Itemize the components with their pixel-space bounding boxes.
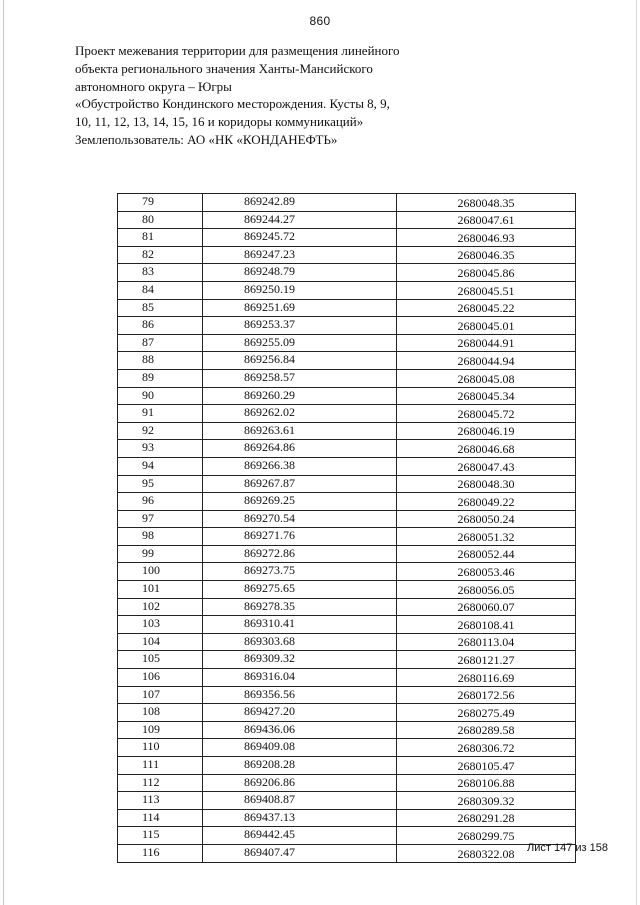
table-row [118, 352, 576, 370]
y-coordinate-cell: 2680045.01 [397, 317, 576, 335]
x-coordinate-cell: 869251.69 [203, 299, 397, 317]
x-coordinate-cell: 869206.86 [203, 774, 397, 792]
header-line: автономного округа – Югры [75, 78, 232, 94]
point-number-cell: 94 [118, 457, 203, 475]
table-row [118, 387, 576, 405]
y-coordinate-cell: 2680309.32 [397, 792, 576, 810]
x-coordinate-cell: 869263.61 [203, 422, 397, 440]
x-coordinate-cell: 869208.28 [203, 757, 397, 775]
table-row [118, 510, 576, 528]
table-row [118, 334, 576, 352]
y-coordinate-cell: 2680056.05 [397, 581, 576, 599]
point-number-cell: 79 [118, 194, 203, 212]
table-row [118, 528, 576, 546]
x-coordinate-cell: 869262.02 [203, 405, 397, 423]
y-coordinate-cell: 2680049.22 [397, 493, 576, 511]
point-number-cell: 87 [118, 334, 203, 352]
table-row [118, 264, 576, 282]
y-coordinate-cell: 2680053.46 [397, 563, 576, 581]
table-row [118, 581, 576, 599]
y-coordinate-cell: 2680045.51 [397, 281, 576, 299]
table-row [118, 598, 576, 616]
table-row [118, 211, 576, 229]
y-coordinate-cell: 2680046.35 [397, 246, 576, 264]
table-row [118, 827, 576, 845]
point-number-cell: 83 [118, 264, 203, 282]
point-number-cell: 103 [118, 616, 203, 634]
point-number-cell: 88 [118, 352, 203, 370]
y-coordinate-cell: 2680116.69 [397, 669, 576, 687]
y-coordinate-cell: 2680291.28 [397, 809, 576, 827]
x-coordinate-cell: 869271.76 [203, 528, 397, 546]
point-number-cell: 108 [118, 704, 203, 722]
table-row [118, 457, 576, 475]
header-line: 10, 11, 12, 13, 14, 15, 16 и коридоры коммуникаций» [75, 114, 364, 130]
x-coordinate-cell: 869255.09 [203, 334, 397, 352]
table-row [118, 317, 576, 335]
table-row [118, 440, 576, 458]
y-coordinate-cell: 2680046.19 [397, 422, 576, 440]
y-coordinate-cell: 2680108.41 [397, 616, 576, 634]
point-number-cell: 80 [118, 211, 203, 229]
y-coordinate-cell: 2680044.91 [397, 334, 576, 352]
x-coordinate-cell: 869309.32 [203, 651, 397, 669]
x-coordinate-cell: 869256.84 [203, 352, 397, 370]
table-row [118, 281, 576, 299]
table-row [118, 194, 576, 212]
page-number: 860 [309, 14, 331, 28]
table-row [118, 493, 576, 511]
point-number-cell: 101 [118, 581, 203, 599]
x-coordinate-cell: 869253.37 [203, 317, 397, 335]
table-row [118, 844, 576, 862]
x-coordinate-cell: 869245.72 [203, 229, 397, 247]
x-coordinate-cell: 869250.19 [203, 281, 397, 299]
y-coordinate-cell: 2680047.61 [397, 211, 576, 229]
scan-edge-left [3, 0, 4, 905]
x-coordinate-cell: 869273.75 [203, 563, 397, 581]
point-number-cell: 109 [118, 721, 203, 739]
y-coordinate-cell: 2680047.43 [397, 457, 576, 475]
x-coordinate-cell: 869408.87 [203, 792, 397, 810]
x-coordinate-cell: 869427.20 [203, 704, 397, 722]
sheet-counter: Лист 147 из 158 [527, 842, 608, 854]
x-coordinate-cell: 869272.86 [203, 545, 397, 563]
point-number-cell: 106 [118, 669, 203, 687]
table-row [118, 563, 576, 581]
y-coordinate-cell: 2680060.07 [397, 598, 576, 616]
table-row [118, 229, 576, 247]
table-row [118, 405, 576, 423]
table-row [118, 475, 576, 493]
point-number-cell: 89 [118, 369, 203, 387]
point-number-cell: 93 [118, 440, 203, 458]
x-coordinate-cell: 869258.57 [203, 369, 397, 387]
x-coordinate-cell: 869303.68 [203, 633, 397, 651]
x-coordinate-cell: 869264.86 [203, 440, 397, 458]
x-coordinate-cell: 869442.45 [203, 827, 397, 845]
y-coordinate-cell: 2680045.86 [397, 264, 576, 282]
y-coordinate-cell: 2680306.72 [397, 739, 576, 757]
y-coordinate-cell: 2680050.24 [397, 510, 576, 528]
coordinates-table [117, 193, 576, 863]
point-number-cell: 91 [118, 405, 203, 423]
y-coordinate-cell: 2680048.30 [397, 475, 576, 493]
point-number-cell: 111 [118, 757, 203, 775]
point-number-cell: 107 [118, 686, 203, 704]
y-coordinate-cell: 2680322.08 [397, 844, 576, 862]
x-coordinate-cell: 869275.65 [203, 581, 397, 599]
x-coordinate-cell: 869310.41 [203, 616, 397, 634]
x-coordinate-cell: 869244.27 [203, 211, 397, 229]
point-number-cell: 104 [118, 633, 203, 651]
y-coordinate-cell: 2680045.08 [397, 369, 576, 387]
table-row [118, 616, 576, 634]
point-number-cell: 97 [118, 510, 203, 528]
x-coordinate-cell: 869260.29 [203, 387, 397, 405]
header-line: «Обустройство Кондинского месторождения. Кусты 8, 9, [75, 96, 390, 112]
y-coordinate-cell: 2680045.34 [397, 387, 576, 405]
y-coordinate-cell: 2680121.27 [397, 651, 576, 669]
y-coordinate-cell: 2680289.58 [397, 721, 576, 739]
x-coordinate-cell: 869407.47 [203, 844, 397, 862]
y-coordinate-cell: 2680275.49 [397, 704, 576, 722]
x-coordinate-cell: 869248.79 [203, 264, 397, 282]
point-number-cell: 113 [118, 792, 203, 810]
table-row [118, 686, 576, 704]
document-header [75, 42, 415, 149]
x-coordinate-cell: 869316.04 [203, 669, 397, 687]
y-coordinate-cell: 2680048.35 [397, 194, 576, 212]
point-number-cell: 85 [118, 299, 203, 317]
table-row [118, 704, 576, 722]
point-number-cell: 115 [118, 827, 203, 845]
point-number-cell: 114 [118, 809, 203, 827]
point-number-cell: 86 [118, 317, 203, 335]
point-number-cell: 98 [118, 528, 203, 546]
scan-edge-right [636, 0, 637, 905]
point-number-cell: 92 [118, 422, 203, 440]
point-number-cell: 90 [118, 387, 203, 405]
table-row [118, 545, 576, 563]
table-row [118, 422, 576, 440]
table-row [118, 721, 576, 739]
header-line: Землепользователь: АО «НК «КОНДАНЕФТЬ» [75, 131, 338, 147]
y-coordinate-cell: 2680299.75 [397, 827, 576, 845]
y-coordinate-cell: 2680106.88 [397, 774, 576, 792]
table-row [118, 651, 576, 669]
header-line: объекта регионального значения Ханты-Мансийского [75, 60, 373, 76]
table-row [118, 792, 576, 810]
y-coordinate-cell: 2680105.47 [397, 757, 576, 775]
point-number-cell: 102 [118, 598, 203, 616]
x-coordinate-cell: 869266.38 [203, 457, 397, 475]
x-coordinate-cell: 869247.23 [203, 246, 397, 264]
point-number-cell: 82 [118, 246, 203, 264]
x-coordinate-cell: 869437.13 [203, 809, 397, 827]
point-number-cell: 105 [118, 651, 203, 669]
point-number-cell: 116 [118, 844, 203, 862]
y-coordinate-cell: 2680046.68 [397, 440, 576, 458]
header-line: Проект межевания территории для размещения линейного [75, 43, 400, 58]
point-number-cell: 96 [118, 493, 203, 511]
point-number-cell: 95 [118, 475, 203, 493]
point-number-cell: 112 [118, 774, 203, 792]
x-coordinate-cell: 869269.25 [203, 493, 397, 511]
table-row [118, 299, 576, 317]
x-coordinate-cell: 869267.87 [203, 475, 397, 493]
table-row [118, 809, 576, 827]
point-number-cell: 110 [118, 739, 203, 757]
coordinates-table-body [118, 194, 576, 863]
coordinates-table-container [117, 193, 576, 863]
point-number-cell: 84 [118, 281, 203, 299]
point-number-cell: 99 [118, 545, 203, 563]
y-coordinate-cell: 2680046.93 [397, 229, 576, 247]
y-coordinate-cell: 2680045.72 [397, 405, 576, 423]
table-row [118, 369, 576, 387]
table-row [118, 739, 576, 757]
point-number-cell: 100 [118, 563, 203, 581]
y-coordinate-cell: 2680051.32 [397, 528, 576, 546]
y-coordinate-cell: 2680113.04 [397, 633, 576, 651]
point-number-cell: 81 [118, 229, 203, 247]
x-coordinate-cell: 869409.08 [203, 739, 397, 757]
x-coordinate-cell: 869242.89 [203, 194, 397, 212]
table-row [118, 774, 576, 792]
table-row [118, 633, 576, 651]
table-row [118, 669, 576, 687]
x-coordinate-cell: 869270.54 [203, 510, 397, 528]
y-coordinate-cell: 2680172.56 [397, 686, 576, 704]
y-coordinate-cell: 2680045.22 [397, 299, 576, 317]
y-coordinate-cell: 2680052.44 [397, 545, 576, 563]
table-row [118, 246, 576, 264]
table-row [118, 757, 576, 775]
x-coordinate-cell: 869436.06 [203, 721, 397, 739]
x-coordinate-cell: 869356.56 [203, 686, 397, 704]
y-coordinate-cell: 2680044.94 [397, 352, 576, 370]
x-coordinate-cell: 869278.35 [203, 598, 397, 616]
